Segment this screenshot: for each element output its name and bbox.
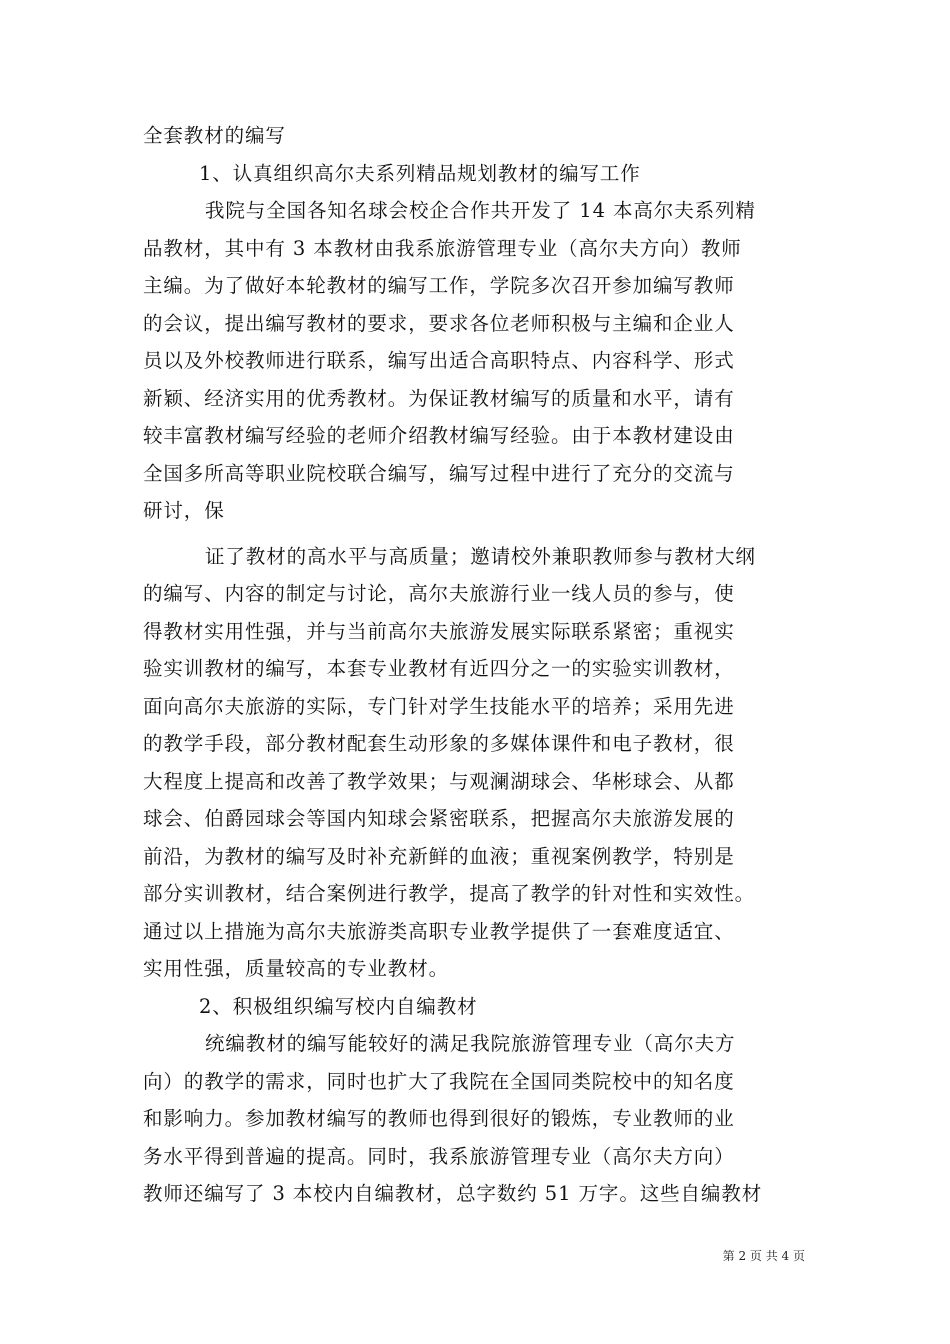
paragraph-line: 证了教材的高水平与高质量；邀请校外兼职教师参与教材大纲 [205,544,756,568]
paragraph-line: 验实训教材的编写，本套专业教材有近四分之一的实验实训教材， [143,657,735,680]
paragraph-line: 务水平得到普遍的提高。同时，我系旅游管理专业（高尔夫方向） [143,1144,735,1168]
subsection-heading-2: 2、积极组织编写校内自编教材 [199,994,478,1018]
paragraph-line: 新颖、经济实用的优秀教材。为保证教材编写的质量和水平，请有 [143,386,735,410]
paragraph-line: 统编教材的编写能较好的满足我院旅游管理专业（高尔夫方 [205,1032,736,1055]
paragraph-line: 大程度上提高和改善了教学效果；与观澜湖球会、华彬球会、从都 [143,769,735,793]
paragraph-line: 的编写、内容的制定与讨论，高尔夫旅游行业一线人员的参与，使 [143,582,735,605]
paragraph-line: 员以及外校教师进行联系，编写出适合高职特点、内容科学、形式 [143,349,735,372]
document-body [143,117,823,1213]
paragraph-line: 我院与全国各知名球会校企合作共开发了 14 本高尔夫系列精 [205,199,756,222]
section-heading: 全套教材的编写 [143,124,286,147]
paragraph-line: 通过以上措施为高尔夫旅游类高职专业教学提供了一套难度适宜、 [143,919,735,943]
paragraph-line: 和影响力。参加教材编写的教师也得到很好的锻炼，专业教师的业 [143,1107,735,1130]
paragraph-line: 得教材实用性强，并与当前高尔夫旅游发展实际联系紧密；重视实 [143,619,735,643]
paragraph-line: 全国多所高等职业院校联合编写，编写过程中进行了充分的交流与 [143,461,735,485]
paragraph-line: 教师还编写了 3 本校内自编教材，总字数约 51 万字。这些自编教材 [143,1182,763,1205]
paragraph-line: 品教材，其中有 3 本教材由我系旅游管理专业（高尔夫方向）教师 [143,236,742,260]
paragraph-line: 面向高尔夫旅游的实际，专门针对学生技能水平的培养；采用先进 [143,694,735,718]
paragraph-line: 实用性强，质量较高的专业教材。 [143,957,450,980]
paragraph-line: 部分实训教材，结合案例进行教学，提高了教学的针对性和实效性。 [143,882,756,905]
paragraph-line: 球会、伯爵园球会等国内知球会紧密联系，把握高尔夫旅游发展的 [143,807,735,830]
paragraph-line: 较丰富教材编写经验的老师介绍教材编写经验。由于本教材建设由 [143,424,735,447]
paragraph-gap [143,530,823,538]
subsection-heading-1: 1、认真组织高尔夫系列精品规划教材的编写工作 [199,161,641,185]
paragraph-line: 向）的教学的需求，同时也扩大了我院在全国同类院校中的知名度 [143,1069,735,1093]
paragraph-line: 前沿，为教材的编写及时补充新鲜的血液；重视案例教学，特别是 [143,844,735,868]
paragraph-line: 研讨，保 [143,499,225,522]
paragraph-line: 的教学手段，部分教材配套生动形象的多媒体课件和电子教材，很 [143,732,735,755]
paragraph-line: 主编。为了做好本轮教材的编写工作，学院多次召开参加编写教师 [143,274,735,297]
page-number: 第 2 页 共 4 页 [722,1249,805,1263]
paragraph-line: 的会议，提出编写教材的要求，要求各位老师积极与主编和企业人 [143,311,735,335]
